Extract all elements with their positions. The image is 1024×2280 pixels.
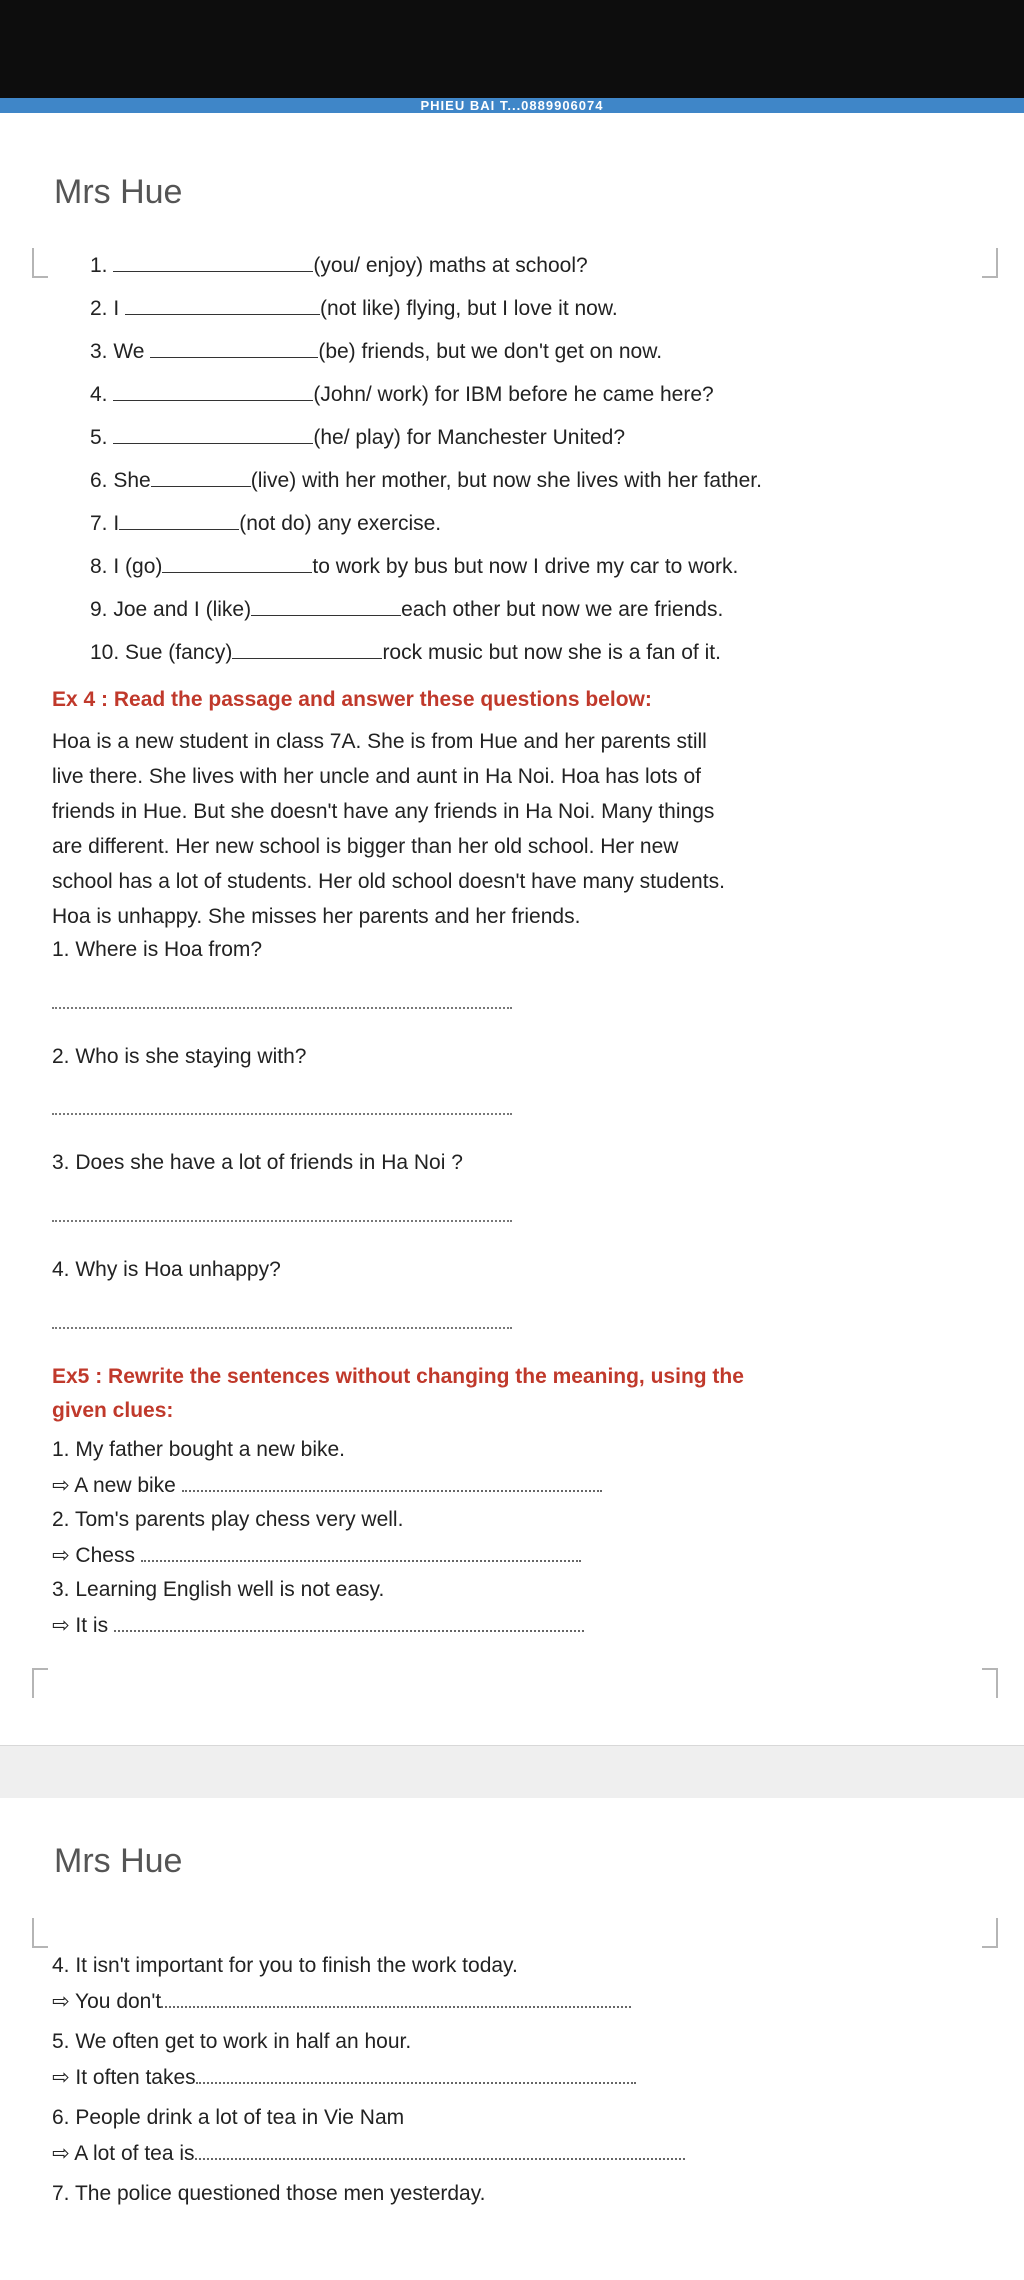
corner-mark — [982, 1918, 998, 1948]
answer-blank[interactable] — [125, 296, 320, 315]
ex4-question: 3. Does she have a lot of friends in Ha Noi ? — [52, 1151, 463, 1174]
ex3-item: 10. Sue (fancy) rock music but now she is a fan of it. — [90, 641, 721, 664]
corner-mark — [32, 1668, 48, 1698]
ex5-clue: ⇨ It is — [52, 1613, 584, 1638]
answer-blank[interactable] — [119, 511, 239, 530]
answer-line[interactable] — [182, 1474, 602, 1492]
ex3-item: 7. I (not do) any exercise. — [90, 512, 442, 535]
corner-mark — [32, 248, 48, 278]
ex4-question: 1. Where is Hoa from? — [52, 938, 263, 961]
ex5-clue: ⇨ It often takes — [52, 2065, 636, 2090]
answer-blank[interactable] — [113, 425, 313, 444]
document-title-banner: PHIEU BAI T...0889906074 — [0, 98, 1024, 113]
answer-blank[interactable] — [232, 640, 382, 659]
ex5-sentence: 5. We often get to work in half an hour. — [52, 2030, 412, 2053]
answer-line[interactable] — [161, 1990, 631, 2008]
answer-blank[interactable] — [113, 253, 313, 272]
ex5-clue: ⇨ A new bike — [52, 1473, 602, 1498]
answer-line[interactable] — [52, 1325, 512, 1329]
ex3-item: 5. (he/ play) for Manchester United? — [90, 426, 626, 449]
ex5-sentence: 7. The police questioned those men yesterday. — [52, 2182, 486, 2205]
ex3-item: 9. Joe and I (like) each other but now we are friends. — [90, 598, 724, 621]
answer-line[interactable] — [52, 1111, 512, 1115]
answer-line[interactable] — [52, 1218, 512, 1222]
corner-mark — [982, 1668, 998, 1698]
ex5-sentence: 1. My father bought a new bike. — [52, 1438, 346, 1461]
ex3-item: 2. I (not like) flying, but I love it now. — [90, 297, 618, 320]
ex5-title-cont: given clues: — [52, 1399, 174, 1422]
ex3-item: 6. She (live) with her mother, but now she lives with her father. — [90, 469, 762, 492]
ex3-item: 4. (John/ work) for IBM before he came here? — [90, 383, 714, 406]
worksheet-page-1: Mrs Hue 1. (you/ enjoy) maths at school? 2. I (not like) flying, but I love it now. 3. We (be) friends, but we don't get on now. 4. (John/ work) for IBM before he came here? 5. (he/ play) for Manchester United? 6. She (live) with her mother, but now she lives with her father. 7. I (not do) any exercise. 8. I (go) to work by bus but now I drive my car to work. 9. Joe and I (like) each other but now we are friends. 10. Sue (fancy) rock music but now she is a fan of it. Ex 4 : Read the passage and answer these questions below: Hoa is a new student in class 7A. She is from Hue and her parents still live there. She lives with her uncle and aunt in Ha Noi. Hoa has lots of friends in Hue. But she doesn't have any friends in Ha Noi. Many things are different. Her new school is bigger than her old school. Her new school has a lot of students. Her old school doesn't have many students. Hoa is unhappy. She misses her parents and her friends. 1. Where is Hoa from? 2. Who is she staying with? 3. Does she have a lot of friends in Ha Noi ? 4. Why is Hoa unhappy? Ex5 : Rewrite the sentences without changing the meaning, using the given clues: 1. My father bought a new bike. ⇨ A new bike 2. Tom's parents play chess very well. ⇨ Chess 3. Learning English well is not easy. ⇨ It is — [0, 113, 1024, 1745]
ex5-sentence: 2. Tom's parents play chess very well. — [52, 1508, 404, 1531]
worksheet-page-2 — [0, 1798, 1024, 2280]
answer-blank[interactable] — [251, 597, 401, 616]
ex5-clue: ⇨ A lot of tea is — [52, 2141, 685, 2166]
answer-blank[interactable] — [162, 554, 312, 573]
ex5-title: Ex5 : Rewrite the sentences without changing the meaning, using the — [52, 1365, 744, 1388]
answer-line[interactable] — [52, 1005, 512, 1009]
answer-line[interactable] — [195, 2142, 685, 2160]
page-header: Mrs Hue — [54, 173, 183, 211]
ex3-item: 8. I (go) to work by bus but now I drive my car to work. — [90, 555, 739, 578]
ex5-sentence: 3. Learning English well is not easy. — [52, 1578, 385, 1601]
ex5-clue: ⇨ You don't — [52, 1989, 631, 2014]
ex5-clue: ⇨ Chess — [52, 1543, 581, 1568]
ex4-title: Ex 4 : Read the passage and answer these questions below: — [52, 688, 652, 711]
answer-line[interactable] — [196, 2066, 636, 2084]
answer-blank[interactable] — [150, 339, 318, 358]
page-separator — [0, 1745, 1024, 1799]
ex4-question: 2. Who is she staying with? — [52, 1045, 307, 1068]
answer-blank[interactable] — [113, 382, 313, 401]
top-black-bar — [0, 0, 1024, 98]
corner-mark — [32, 1918, 48, 1948]
answer-line[interactable] — [141, 1544, 581, 1562]
ex5-sentence: 4. It isn't important for you to finish the work today. — [52, 1954, 518, 1977]
ex4-question: 4. Why is Hoa unhappy? — [52, 1258, 281, 1281]
answer-blank[interactable] — [151, 468, 251, 487]
answer-line[interactable] — [114, 1614, 584, 1632]
corner-mark — [982, 248, 998, 278]
ex3-item: 3. We (be) friends, but we don't get on now. — [90, 340, 663, 363]
ex5-sentence: 6. People drink a lot of tea in Vie Nam — [52, 2106, 405, 2129]
ex3-item: 1. (you/ enjoy) maths at school? — [90, 254, 588, 277]
page-header: Mrs Hue — [54, 1842, 183, 1880]
